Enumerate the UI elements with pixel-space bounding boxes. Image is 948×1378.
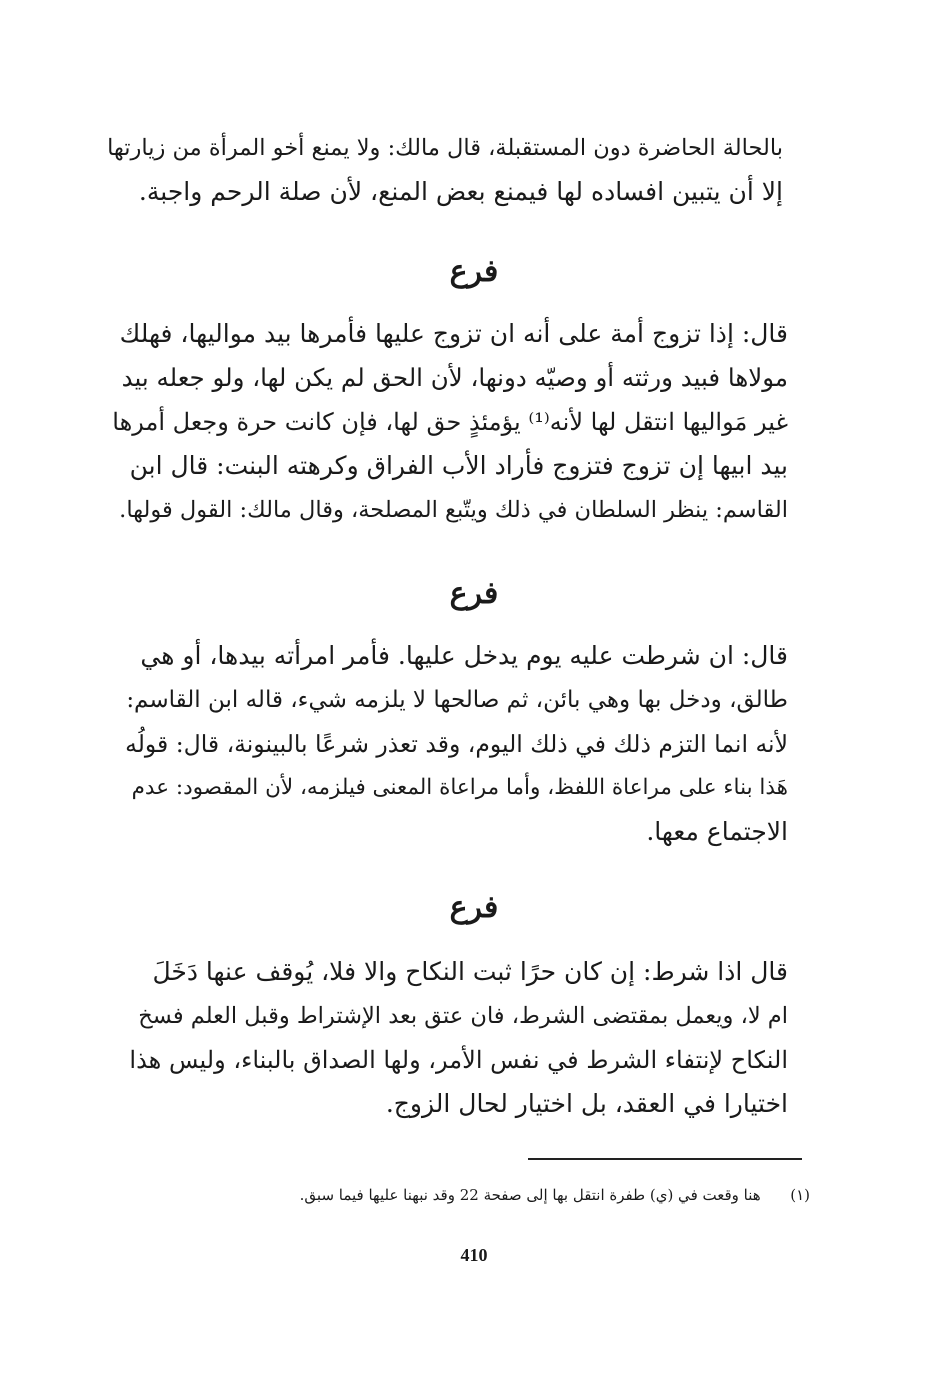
footnote-divider bbox=[528, 1158, 802, 1160]
paragraph-ruling bbox=[125, 956, 788, 1132]
text-line: قال: ان شرطت عليه يوم يدخل عليها. فأمر امرأته بيدها، أو هي bbox=[140, 641, 788, 670]
section-heading: فرع bbox=[449, 254, 499, 289]
paragraph-continuation bbox=[100, 132, 783, 212]
footnote-marker: (١) bbox=[790, 1186, 810, 1204]
text-line: بيد ابيها إن تزوج فتزوج فأراد الأب الفراق وكرهته البنت: قال ابن bbox=[129, 451, 788, 480]
text-line: الاجتماع معها. bbox=[646, 817, 788, 846]
footnote bbox=[220, 1184, 810, 1224]
paragraph-ruling bbox=[110, 318, 788, 538]
text-line: ام لا، ويعمل بمقتضى الشرط، فان عتق بعد الإشتراط وقبل العلم فسخ bbox=[138, 1003, 788, 1029]
text-line: اختيارا في العقد، بل اختيار لحال الزوج. bbox=[385, 1089, 788, 1118]
text-line: قال اذا شرط: إن كان حرًا ثبت النكاح والا فلا، يُوقف عنها دَخَلَ bbox=[152, 957, 788, 986]
text-line: بالحالة الحاضرة دون المستقبلة، قال مالك: ولا يمنع أخو المرأة من زيارتها bbox=[107, 135, 783, 161]
text-line: القاسم: ينظر السلطان في ذلك ويتّبع المصلحة، وقال مالك: القول قولها. bbox=[119, 497, 788, 523]
text-line: قال: إذا تزوج أمة على أنه ان تزوج عليها فأمرها بيد مواليها، فهلك bbox=[119, 319, 788, 348]
text-line: لأنه انما التزم ذلك في ذلك اليوم، وقد تعذر شرعًا بالبينونة، قال: قولُه bbox=[125, 730, 788, 758]
section-heading: فرع bbox=[449, 890, 499, 925]
text-line: هَذا بناء على مراعاة اللفظ، وأما مراعاة المعنى فيلزمه، لأن المقصود: عدم bbox=[131, 775, 788, 800]
text-line: طالق، ودخل بها وهي بائن، ثم صالحها لا يلزمه شيء، قاله ابن القاسم: bbox=[126, 687, 788, 713]
page-number: 410 bbox=[460, 1245, 488, 1265]
section-heading: فرع bbox=[449, 576, 499, 611]
text-line: النكاح لإنتفاء الشرط في نفس الأمر، ولها الصداق بالبناء، وليس هذا bbox=[129, 1046, 788, 1074]
text-line: مولاها فبيد ورثته أو وصيّه دونها، لأن الحق لم يكن لها، ولو جعله بيد bbox=[121, 363, 788, 392]
text-line: إلا أن يتبين افساده لها فيمنع بعض المنع، لأن صلة الرحم واجبة. bbox=[138, 177, 783, 206]
text-line: غير مَواليها انتقل لها لأنه⁽¹⁾ يؤمئذٍ حق لها، فإن كانت حرة وجعل أمرها bbox=[112, 408, 788, 436]
footnote-text: هنا وقعت في (ي) طفرة انتقل بها إلى صفحة 22 وقد نبهنا عليها فيما سبق. bbox=[299, 1186, 761, 1204]
paragraph-ruling bbox=[118, 640, 788, 860]
